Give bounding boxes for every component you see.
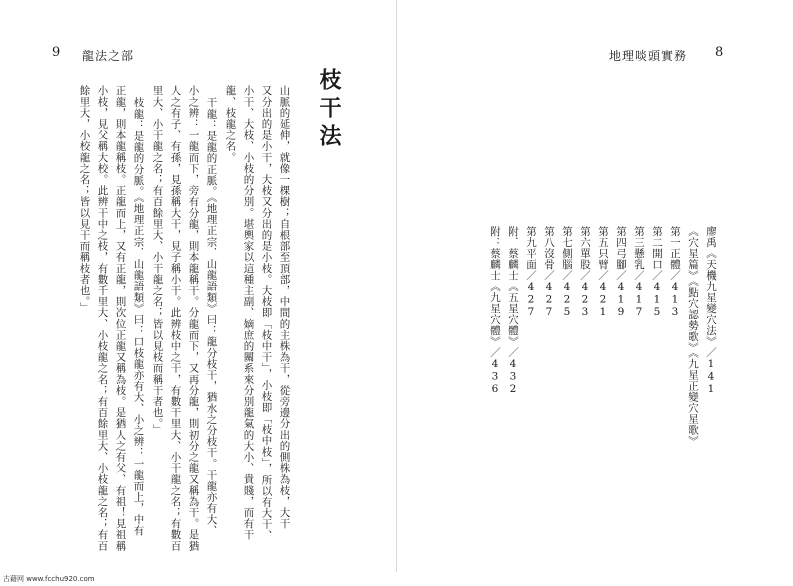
toc-entry: 第三懸乳／417 xyxy=(633,226,645,319)
body-column: 小枝，見父稱大校。此辨干中之枝，有數千里大、小枝龍之名；有百餘里大、小枝龍之名；有百 xyxy=(96,85,109,552)
body-column: 里大、小干龍之名；有百餘里大、小干龍之名；皆以見枝而稱干者也。」 xyxy=(151,85,164,435)
footer-bar xyxy=(0,572,793,586)
body-column: 小干、大枝、小枝的分別。堪輿家以這種主副、嫡庶的關系來分別龍氣的大小、貴賤，而有干 xyxy=(242,85,255,541)
running-head-right: 地理啖頭實務 xyxy=(609,49,688,63)
body-column: 枝龍：是龍的分脈。《地理正宗．山龍語類》曰：口枝龍亦有大、小之辨：一龍而上，中有 xyxy=(132,97,145,536)
toc-entry: 《穴星篇》《點穴認勢歌》《九星正變穴星歌》 xyxy=(687,226,699,447)
body-column: 正龍，則本龍稱枝。正龍而上，又有正龍，則次位正龍又稱為枝。是猶人之有父、有祖！見祖稱 xyxy=(114,85,127,552)
body-column: 龍、枝龍之名。 xyxy=(224,85,237,163)
toc-entry: 附．蔡麟士《五星穴體》／432 xyxy=(507,226,519,396)
toc-entry: 第五只臂／421 xyxy=(597,226,609,319)
section-title: 枝干法 xyxy=(316,68,342,152)
site-watermark: 古藉网 www.fcchu920.com xyxy=(3,575,95,583)
toc-entry: 廖禹《天機九星變穴法》／141 xyxy=(705,226,717,396)
toc-entry: 第二開口／415 xyxy=(651,226,663,319)
right-page xyxy=(397,0,793,572)
left-page xyxy=(0,0,396,572)
page-number-left: 9 xyxy=(52,45,61,60)
toc-entry: 第一正體／413 xyxy=(669,226,681,319)
body-column: 干龍：是龍的正脈。《地理正宗．山龍語類》曰：龍分枝干，猶水之分枝干。干龍亦有大、 xyxy=(205,97,218,536)
toc-entry: 第四弓腳／419 xyxy=(615,226,627,319)
toc-entry: 附：蔡麟士《九星穴體》／436 xyxy=(489,226,501,396)
body-column: 小之辨：一龍而下，旁有分龍，則本龍稱干。分龍而下，又再分龍，則初分之龍又稱為干。是猶 xyxy=(187,85,200,552)
page-number-right: 8 xyxy=(715,45,724,60)
toc-entry: 第八沒骨／427 xyxy=(543,226,555,319)
running-head-left: 龍法之部 xyxy=(82,49,135,63)
toc-entry: 第七側腦／425 xyxy=(561,226,573,319)
body-column: 又分出的是小干，大枝又分出的是小枝。大枝即「枝中干」，小枝即「枝中枝」，所以有大干、 xyxy=(260,85,273,541)
body-column: 山脈的延伸，就像一棵樹；自根部至頂部，中間的主株為干，從旁邊分出的側株為枝，大干 xyxy=(278,85,291,529)
toc-entry: 第六單股／423 xyxy=(579,226,591,319)
body-column: 餘里大，小校龍之名；皆以見干而稱枝者也。」 xyxy=(78,85,91,313)
toc-entry: 第九平面／427 xyxy=(525,226,537,319)
body-column: 人之有子、有孫，見孫稱大干，見子稱小干。此辨枝中之干，有數干里大、小干龍之名；有數百 xyxy=(169,85,182,552)
